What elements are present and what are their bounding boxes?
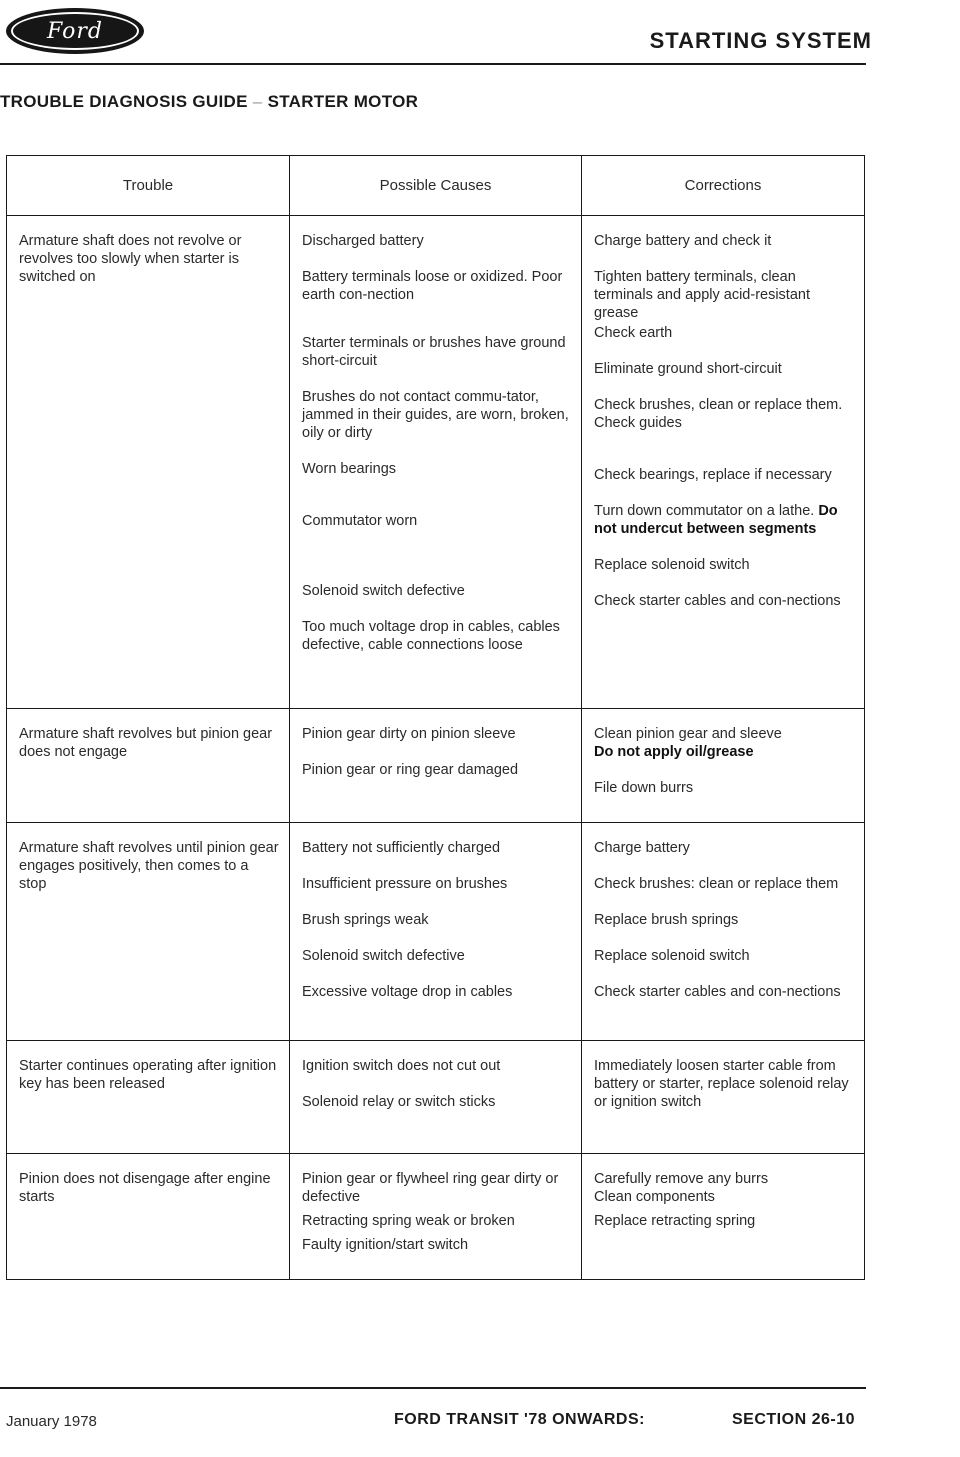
table-row: [7, 216, 865, 709]
header-rule: [0, 63, 866, 65]
cause-item: Pinion gear or ring gear damaged: [302, 762, 519, 778]
table-row: [7, 709, 865, 823]
cause-item: Pinion gear or flywheel ring gear dirty or defective: [302, 1171, 559, 1205]
footer-title: FORD TRANSIT '78 ONWARDS:: [394, 1411, 645, 1428]
correction-item: Check starter cables and con-nections: [594, 984, 841, 1000]
corrections-cell: [582, 216, 865, 709]
correction-item: Replace retracting spring: [594, 1213, 756, 1229]
section-heading-main: TROUBLE DIAGNOSIS GUIDE: [0, 92, 248, 111]
trouble-text: Armature shaft revolves but pinion gear does not engage: [19, 726, 273, 760]
correction-item: [594, 502, 854, 538]
corrections-cell: [582, 709, 865, 823]
correction-item: Eliminate ground short-circuit: [594, 361, 782, 377]
causes-cell: [290, 709, 582, 823]
cause-item: Pinion gear dirty on pinion sleeve: [302, 726, 516, 742]
correction-item: Check brushes: clean or replace them: [594, 876, 839, 892]
ford-logo: [6, 8, 144, 54]
correction-item: [594, 1170, 854, 1206]
correction-item: Immediately loosen starter cable from battery or starter, replace solenoid relay or ignition switch: [594, 1058, 849, 1110]
column-header-trouble: Trouble: [7, 156, 290, 216]
cause-item: Ignition switch does not cut out: [302, 1058, 501, 1074]
page-header-title: STARTING SYSTEM: [649, 28, 872, 53]
correction-item: File down burrs: [594, 780, 694, 796]
correction-item: Tighten battery terminals, clean terminals and apply acid-resistant grease: [594, 269, 810, 321]
section-heading-sub: STARTER MOTOR: [267, 92, 419, 111]
trouble-text: Starter continues operating after ignition key has been released: [19, 1058, 277, 1092]
column-header-corrections: Corrections: [582, 156, 865, 216]
cause-item: Brushes do not contact commu-tator, jammed in their guides, are worn, broken, oily or dirty: [302, 389, 569, 441]
cause-item: Solenoid relay or switch sticks: [302, 1094, 496, 1110]
correction-text: Turn down commutator on a lathe.: [594, 503, 815, 519]
footer-date: January 1978: [6, 1413, 97, 1430]
correction-item: Check bearings, replace if necessary: [594, 467, 832, 483]
trouble-cell: [7, 709, 290, 823]
trouble-cell: [7, 823, 290, 1041]
footer-rule: [0, 1387, 866, 1389]
cause-item: Solenoid switch defective: [302, 948, 465, 964]
correction-item: Check brushes, clean or replace them. Check guides: [594, 397, 843, 431]
table-header-row: [7, 156, 865, 216]
cause-item: Faulty ignition/start switch: [302, 1237, 469, 1253]
cause-item: Worn bearings: [302, 461, 397, 477]
correction-item: Replace solenoid switch: [594, 557, 750, 573]
cause-item: Brush springs weak: [302, 912, 429, 928]
cause-item: Excessive voltage drop in cables: [302, 984, 513, 1000]
correction-text: Clean components: [594, 1189, 715, 1205]
correction-item: [594, 725, 854, 761]
trouble-text: Armature shaft does not revolve or revolves too slowly when starter is switched on: [19, 233, 242, 285]
correction-item: Check starter cables and con-nections: [594, 593, 841, 609]
cause-item: Battery terminals loose or oxidized. Poor earth con-nection: [302, 269, 563, 303]
logo-text: Ford: [47, 18, 103, 44]
section-heading-dash: –: [252, 92, 263, 111]
cause-item: Insufficient pressure on brushes: [302, 876, 508, 892]
trouble-cell: [7, 1154, 290, 1280]
trouble-text: Armature shaft revolves until pinion gear engages positively, then comes to a stop: [19, 840, 279, 892]
correction-text: Carefully remove any burrs: [594, 1171, 769, 1187]
causes-cell: [290, 823, 582, 1041]
correction-item: Charge battery: [594, 840, 690, 856]
causes-cell: [290, 1154, 582, 1280]
causes-cell: [290, 216, 582, 709]
correction-item: Charge battery and check it: [594, 233, 772, 249]
trouble-diagnosis-table: [6, 155, 865, 1280]
trouble-cell: [7, 216, 290, 709]
table-row: [7, 823, 865, 1041]
corrections-cell: [582, 823, 865, 1041]
correction-text: Clean pinion gear and sleeve: [594, 726, 782, 742]
correction-warning: Do not undercut between segments: [594, 503, 838, 537]
table-row: [7, 1041, 865, 1154]
cause-item: Discharged battery: [302, 233, 424, 249]
correction-item: Replace solenoid switch: [594, 948, 750, 964]
cause-item: Starter terminals or brushes have ground short-circuit: [302, 335, 566, 369]
cause-item: Battery not sufficiently charged: [302, 840, 501, 856]
column-header-causes: Possible Causes: [290, 156, 582, 216]
corrections-cell: [582, 1041, 865, 1154]
causes-cell: [290, 1041, 582, 1154]
correction-item: Replace brush springs: [594, 912, 739, 928]
trouble-text: Pinion does not disengage after engine starts: [19, 1171, 271, 1205]
trouble-cell: [7, 1041, 290, 1154]
cause-item: Solenoid switch defective: [302, 583, 465, 599]
correction-warning: Do not apply oil/grease: [594, 744, 754, 760]
cause-item: Commutator worn: [302, 513, 418, 529]
correction-item: Check earth: [594, 325, 673, 341]
corrections-cell: [582, 1154, 865, 1280]
cause-item: Retracting spring weak or broken: [302, 1213, 515, 1229]
section-heading: [0, 92, 418, 112]
footer-section: SECTION 26-10: [732, 1411, 855, 1428]
cause-item: Too much voltage drop in cables, cables defective, cable connections loose: [302, 619, 560, 653]
table-row: [7, 1154, 865, 1280]
